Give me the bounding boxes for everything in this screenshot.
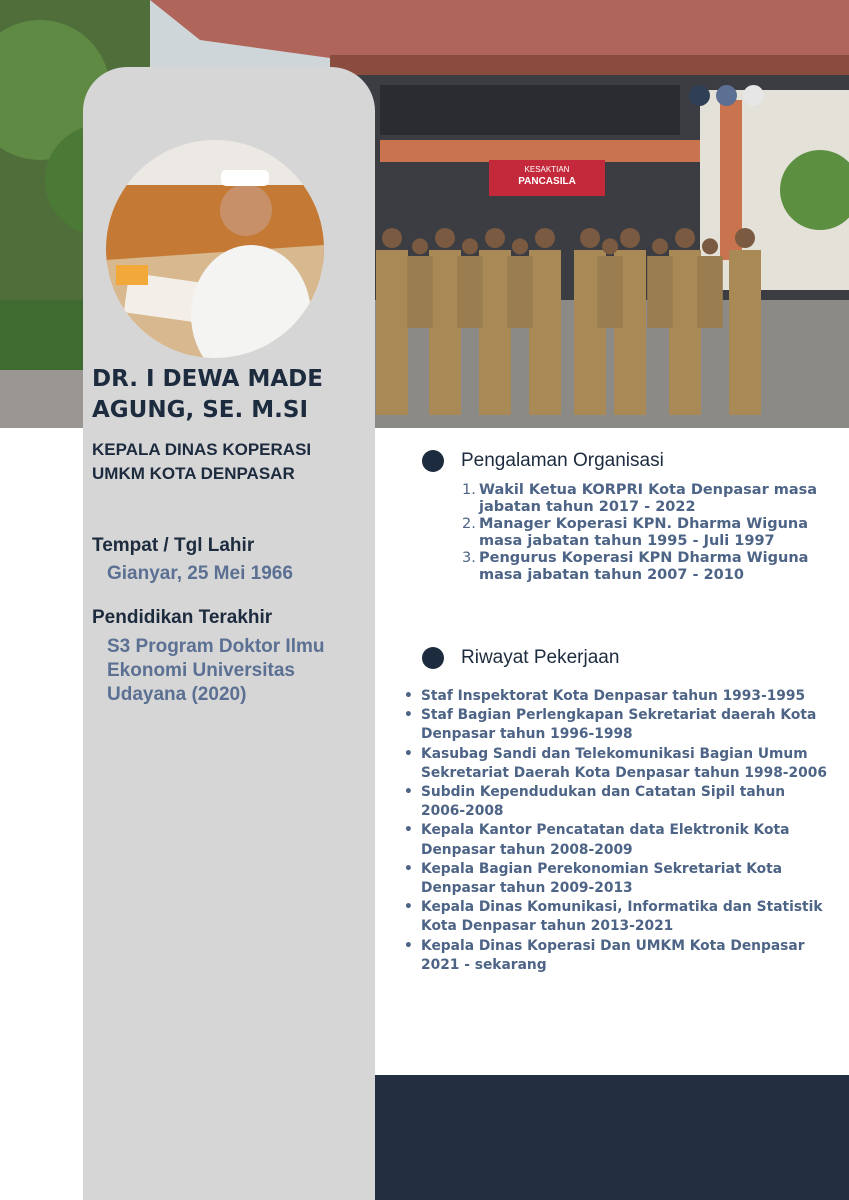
work-item-text: Subdin Kependudukan dan Catatan Sipil tahun 2006-2008	[421, 784, 786, 820]
carousel-dots	[689, 85, 764, 106]
profile-position: KEPALA DINAS KOPERASI UMKM KOTA DENPASAR	[92, 440, 312, 483]
work-item-text: Kasubag Sandi dan Telekomunikasi Bagian Umum Sekretariat Daerah Kota Denpasar tahun 1998-2006	[421, 745, 827, 781]
dot-2	[716, 85, 737, 106]
organization-heading	[422, 450, 664, 472]
birth-value: Gianyar, 25 Mei 1966	[107, 563, 293, 584]
work-item-text: Kepala Dinas Komunikasi, Informatika dan Statistik Kota Denpasar tahun 2013-2021	[421, 899, 823, 935]
organization-item-text: Pengurus Koperasi KPN Dharma Wiguna masa jabatan tahun 2007 - 2010	[479, 550, 809, 583]
organization-item-text: Manager Koperasi KPN. Dharma Wiguna masa jabatan tahun 1995 - Juli 1997	[479, 516, 809, 549]
work-item-text: Staf Inspektorat Kota Denpasar tahun 1993-1995	[421, 688, 806, 704]
dot-3	[743, 85, 764, 106]
list-item: 1. Wakil Ketua KORPRI Kota Denpasar masa jabatan tahun 2017 - 2022	[462, 482, 842, 516]
list-item: 2. Manager Koperasi KPN. Dharma Wiguna masa jabatan tahun 1995 - Juli 1997	[462, 516, 842, 550]
work-list	[404, 687, 829, 975]
organization-title: Pengalaman Organisasi	[461, 450, 664, 471]
work-title: Riwayat Pekerjaan	[461, 647, 620, 668]
work-heading	[422, 647, 619, 669]
banner-text-1: KESAKTIAN	[524, 165, 570, 174]
profile-name: DR. I DEWA MADE AGUNG, SE. M.SI	[92, 366, 323, 423]
list-item: • Kepala Bagian Perekonomian Sekretariat Kota Denpasar tahun 2009-2013	[404, 860, 829, 898]
education-label: Pendidikan Terakhir	[92, 607, 273, 628]
list-item: • Subdin Kependudukan dan Catatan Sipil tahun 2006-2008	[404, 783, 829, 821]
footer-band	[375, 1075, 849, 1200]
list-item: • Kepala Dinas Komunikasi, Informatika dan Statistik Kota Denpasar tahun 2013-2021	[404, 898, 829, 936]
circle-bullet-icon	[422, 647, 444, 669]
list-item: • Kepala Kantor Pencatatan data Elektronik Kota Denpasar tahun 2008-2009	[404, 821, 829, 859]
work-item-text: Kepala Kantor Pencatatan data Elektronik Kota Denpasar tahun 2008-2009	[421, 822, 790, 858]
portrait-photo	[106, 140, 324, 358]
work-item-text: Staf Bagian Perlengkapan Sekretariat daerah Kota Denpasar tahun 1996-1998	[421, 707, 817, 743]
list-item: • Staf Bagian Perlengkapan Sekretariat daerah Kota Denpasar tahun 1996-1998	[404, 706, 829, 744]
circle-bullet-icon	[422, 450, 444, 472]
organization-list	[462, 482, 842, 584]
dot-1	[689, 85, 710, 106]
list-item: • Kepala Dinas Koperasi Dan UMKM Kota Denpasar 2021 - sekarang	[404, 937, 829, 975]
organization-item-text: Wakil Ketua KORPRI Kota Denpasar masa jabatan tahun 2017 - 2022	[479, 482, 818, 515]
education-value: S3 Program Doktor Ilmu Ekonomi Universitas Udayana (2020)	[107, 636, 325, 705]
work-item-text: Kepala Bagian Perekonomian Sekretariat Kota Denpasar tahun 2009-2013	[421, 860, 783, 897]
birth-label: Tempat / Tgl Lahir	[92, 535, 255, 556]
list-item: • Kasubag Sandi dan Telekomunikasi Bagian Umum Sekretariat Daerah Kota Denpasar tahun 1998-2006	[404, 745, 829, 783]
list-item: • Staf Inspektorat Kota Denpasar tahun 1993-1995	[404, 687, 829, 706]
banner-text-2: PANCASILA	[518, 176, 576, 187]
list-item: 3. Pengurus Koperasi KPN Dharma Wiguna masa jabatan tahun 2007 - 2010	[462, 550, 842, 584]
work-item-text: Kepala Dinas Koperasi Dan UMKM Kota Denpasar 2021 - sekarang	[421, 937, 805, 973]
